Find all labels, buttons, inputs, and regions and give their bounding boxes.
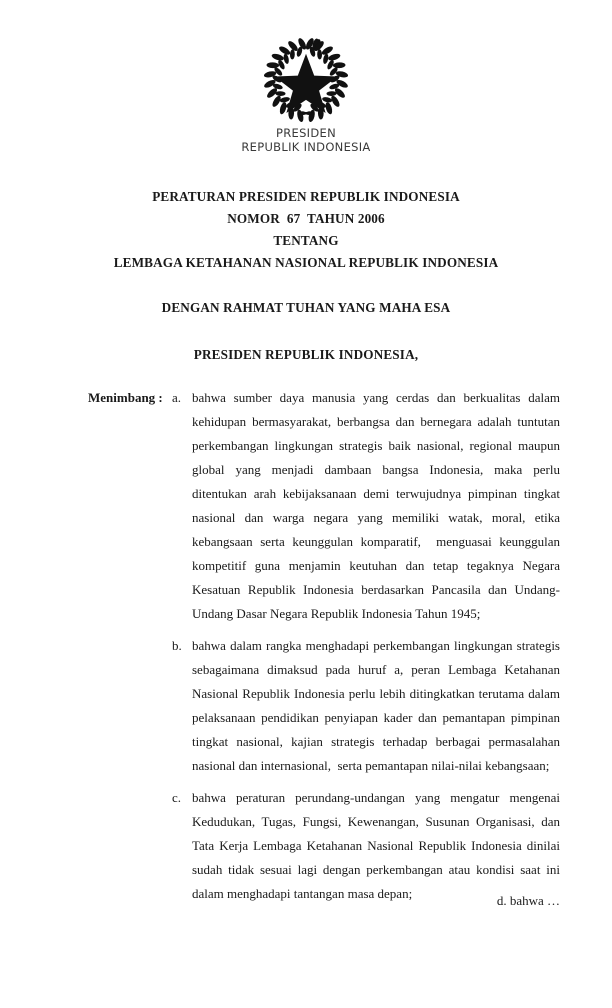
consideration-item-c [172,786,564,906]
considerations-label: Menimbang : [88,390,163,405]
preamble-blessing: DENGAN RAHMAT TUHAN YANG MAHA ESA [161,300,451,315]
preamble-block [0,297,612,366]
title-line-number-year: NOMOR 67 TAHUN 2006 [227,211,385,226]
title-line-regulation-type: PERATURAN PRESIDEN REPUBLIK INDONESIA [152,189,460,204]
consideration-item-a [172,386,564,626]
consideration-item-b [172,634,564,778]
document-title-block [0,186,612,274]
consideration-text-c: bahwa peraturan perundang-undangan yang mengatur mengenai Kedudukan, Tugas, Fungsi, Kewenangan, Susunan Organisasi, dan Tata Kerja Lembaga Ketahanan Nasional Republik Indonesia dinilai sudah tidak sesuai lagi dengan perkembangan atau kondisi saat ini dalam menghadapi tantangan masa depan; [192,790,564,901]
considerations-section [88,386,564,906]
page-catchword: d. bahwa … [496,893,560,908]
preamble-authority: PRESIDEN REPUBLIK INDONESIA, [193,347,419,362]
emblem-caption [0,127,612,154]
title-line-subject: LEMBAGA KETAHANAN NASIONAL REPUBLIK INDONESIA [113,255,499,270]
emblem-caption-line-1: PRESIDEN [275,126,336,140]
consideration-text-a: bahwa sumber daya manusia yang cerdas dan berkualitas dalam kehidupan bermasyarakat, berbangsa dan bernegara adalah tuntutan perkembangan lingkungan strategis baik nasional, regional maupun global yang menjadi dambaan bangsa Indonesia, maka perlu ditentukan arah kebijaksanaan demi terwujudnya pimpinan tingkat nasional dan warga negara yang memiliki watak, moral, etika kebangsaan serta keunggulan komparatif, menguasai keunggulan kompetitif guna menjamin keutuhan dan tetap tegaknya Negara Kesatuan Republik Indonesia berdasarkan Pancasila dan Undang-Undang Dasar Negara Republik Indonesia Tahun 1945; [192,390,564,621]
consideration-text-b: bahwa dalam rangka menghadapi perkembangan lingkungan strategis sebagaimana dimaksud pada huruf a, peran Lembaga Ketahanan Nasional Republik Indonesia perlu lebih ditingkatkan terutama dalam pelaksanaan pendidikan penyiapan kader dan pemantapan pimpinan tingkat nasional, kajian strategis terhadap berbagai permasalahan nasional dan internasional, serta pemantapan nilai-nilai kebangsaan; [192,638,564,773]
presidential-emblem-block [0,34,612,154]
consideration-marker-b: b. [172,638,182,653]
consideration-marker-a: a. [172,390,182,405]
considerations-row [88,386,564,906]
title-line-about: TENTANG [273,233,339,248]
emblem-caption-line-2: REPUBLIK INDONESIA [241,139,371,154]
indonesia-presidential-seal-icon [260,34,352,126]
considerations-list [172,386,564,906]
consideration-marker-c: c. [172,790,182,805]
